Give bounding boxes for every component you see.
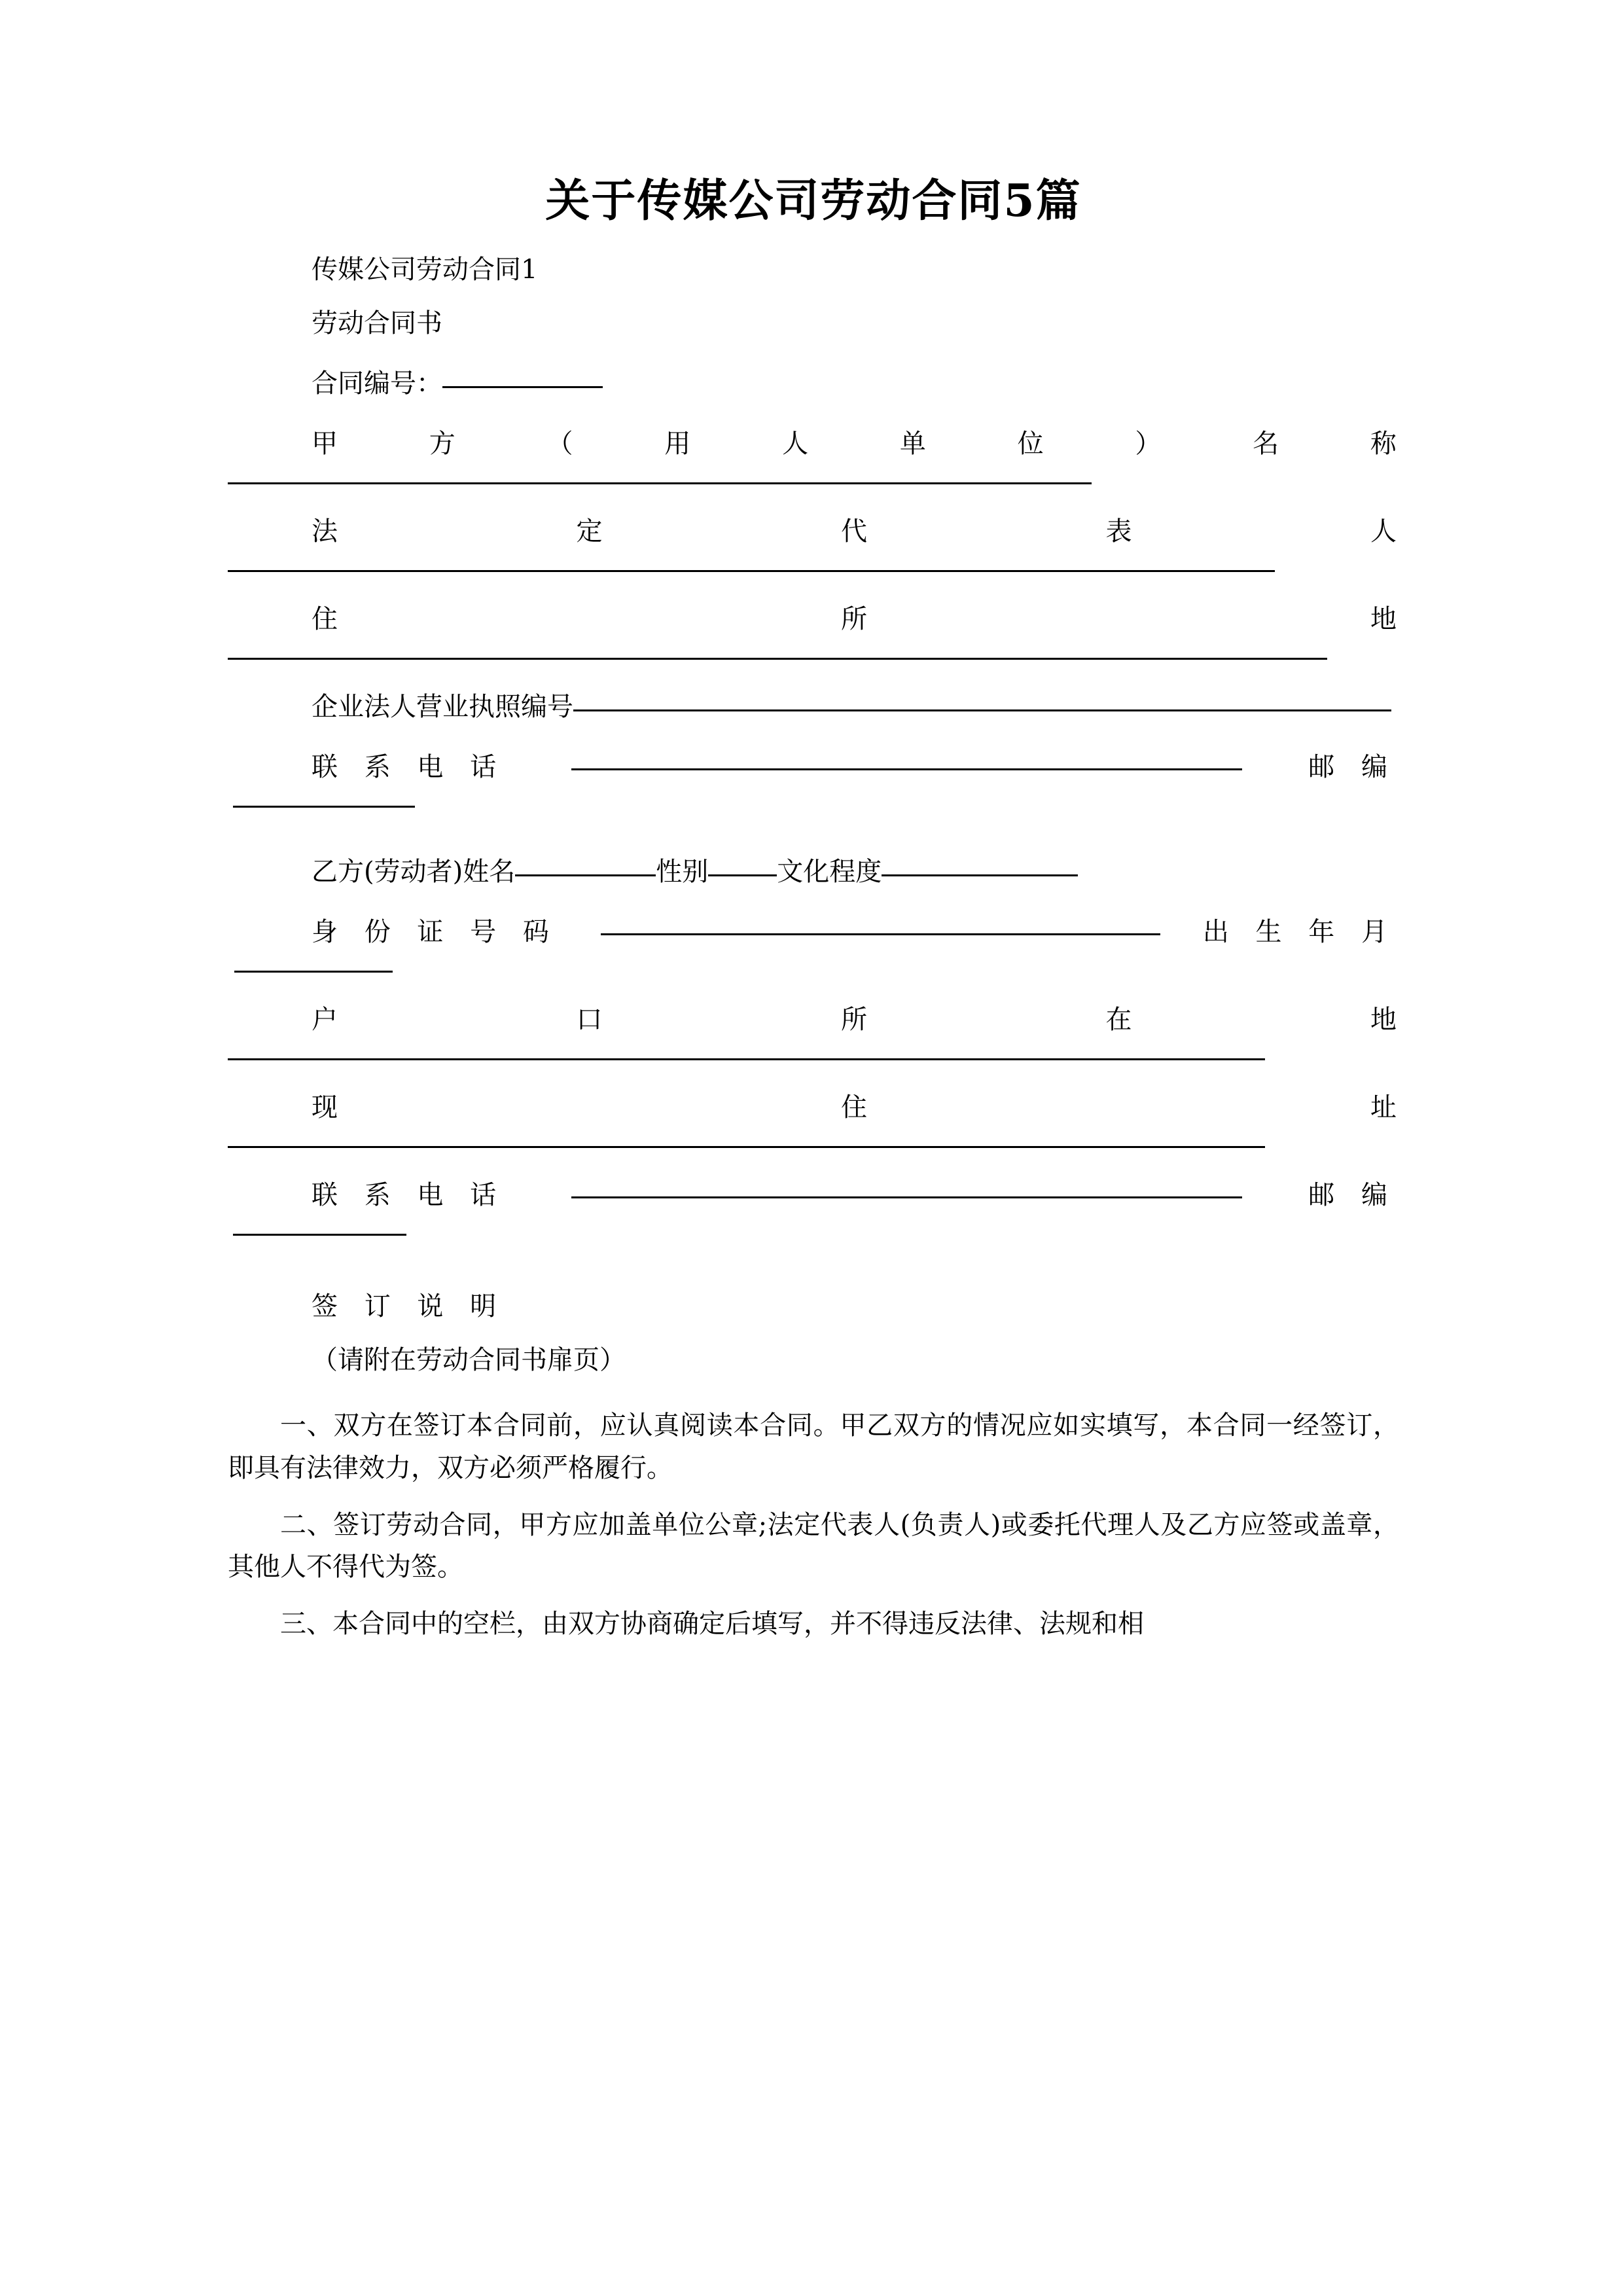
household-label (228, 973, 1399, 1036)
char: 位 (1017, 429, 1044, 459)
license-row (228, 660, 1399, 720)
instruction-item-3: 三、本合同中的空栏，由双方协商确定后填写，并不得违反法律、法规和相 (280, 1609, 1144, 1640)
current-address-label (228, 1060, 1399, 1124)
legal-rep-label (228, 484, 1399, 548)
char: 方 (429, 429, 455, 459)
instruction-item-2: 二、签订劳动合同，甲方应加盖单位公章;法定代表人(负责人)或委托代理人及乙方应签或盖章，其他人不得代为签。 (228, 1509, 1399, 1583)
char: 地 (1370, 1005, 1397, 1035)
employee-id-blank[interactable] (601, 911, 1160, 935)
instructions-note: （请附在劳动合同书扉页） (312, 1345, 626, 1375)
char: 名 (1253, 429, 1279, 459)
employer-address-blank-row (228, 636, 1399, 660)
employee-postcode-label: 邮 编 (1308, 1180, 1397, 1210)
contract-number-blank[interactable] (442, 364, 603, 388)
employee-gender-blank[interactable] (708, 852, 777, 876)
char: 代 (841, 516, 867, 547)
char: 住 (312, 604, 338, 634)
char: 口 (576, 1005, 603, 1035)
char: 定 (576, 516, 603, 547)
char: 现 (312, 1092, 338, 1122)
instruction-item-1: 一、双方在签订本合同前，应认真阅读本合同。甲乙双方的情况应如实填写，本合同一经签订，即具有法律效力，双方必须严格履行。 (228, 1410, 1399, 1483)
char: 甲 (312, 429, 338, 459)
char: 所 (841, 1005, 867, 1035)
employer-contact-row (228, 720, 1399, 783)
page-title: 关于传媒公司劳动合同5篇 (545, 175, 1082, 227)
employee-phone-blank[interactable] (571, 1174, 1242, 1198)
char: 称 (1370, 429, 1397, 459)
employee-name-label: 乙方(劳动者)姓名 (312, 857, 516, 887)
employer-phone-label: 联 系 电 话 (312, 752, 506, 782)
char: ） (1135, 429, 1162, 459)
employer-postcode-blank-row (228, 783, 1399, 808)
char: 人 (782, 429, 809, 459)
spacer (228, 808, 1399, 825)
legal-rep-blank-row (228, 548, 1399, 572)
char: 单 (899, 429, 926, 459)
employer-postcode-label: 邮 编 (1308, 752, 1397, 782)
document-content (228, 0, 1399, 1645)
employee-birth-label: 出 生 年 月 (1202, 917, 1397, 947)
instructions-heading-text: 签 订 说 明 (312, 1291, 506, 1321)
employer-name-label (228, 397, 1399, 460)
employee-postcode-blank-row (228, 1211, 1399, 1236)
char: 人 (1370, 516, 1397, 547)
char: 所 (841, 604, 867, 634)
char: 住 (841, 1092, 867, 1122)
employee-birth-blank-row (228, 948, 1399, 973)
char: 址 (1370, 1092, 1397, 1122)
employer-address-label (228, 572, 1399, 636)
contract-number-label: 合同编号： (312, 368, 442, 399)
employee-id-row (228, 885, 1399, 948)
char: 表 (1105, 516, 1132, 547)
char: 法 (312, 516, 338, 547)
employee-phone-label: 联 系 电 话 (312, 1180, 506, 1210)
contract-number-row (228, 336, 1399, 397)
employee-name-blank[interactable] (515, 852, 656, 876)
employer-name-blank-row (228, 460, 1399, 484)
char: 地 (1370, 604, 1397, 634)
spacer (228, 1373, 1399, 1390)
household-blank-row (228, 1036, 1399, 1060)
spacer (228, 1236, 1399, 1266)
instructions-heading (228, 1266, 1399, 1319)
employer-phone-blank[interactable] (571, 746, 1242, 770)
employee-id-label: 身 份 证 号 码 (312, 917, 558, 947)
section-heading: 传媒公司劳动合同1 (312, 255, 538, 285)
employee-identity-row (228, 825, 1399, 885)
employee-gender-label: 性别 (656, 857, 709, 887)
char: （ (546, 429, 573, 459)
form-title: 劳动合同书 (312, 308, 442, 338)
current-address-blank-row (228, 1124, 1399, 1148)
char: 用 (664, 429, 691, 459)
license-blank[interactable] (573, 687, 1391, 711)
char: 户 (312, 1005, 338, 1035)
employee-contact-row (228, 1148, 1399, 1211)
employee-education-blank[interactable] (882, 852, 1078, 876)
employee-education-label: 文化程度 (777, 857, 882, 887)
license-label: 企业法人营业执照编号 (312, 692, 573, 722)
char: 在 (1105, 1005, 1132, 1035)
